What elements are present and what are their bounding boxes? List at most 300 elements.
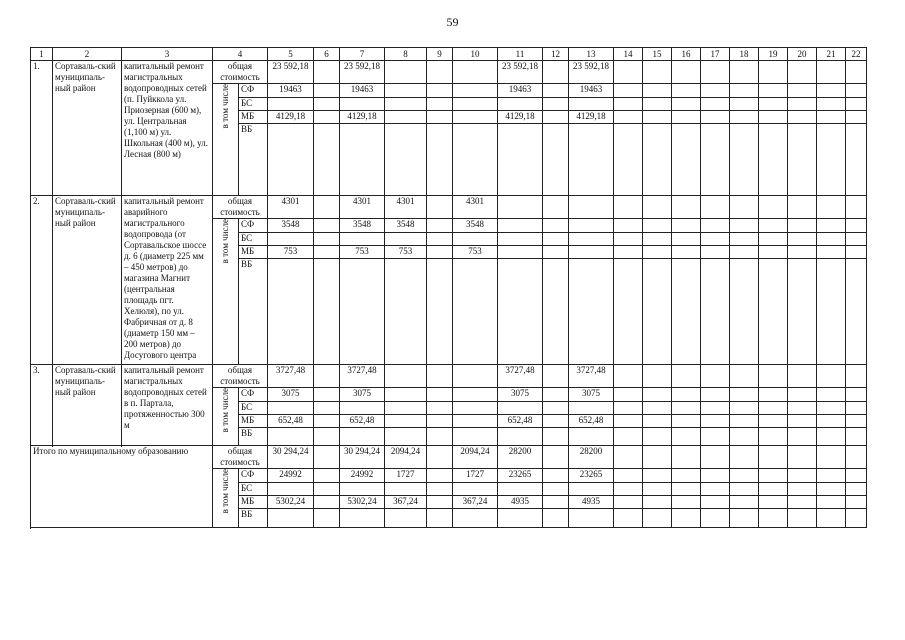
empty-cell: [759, 388, 788, 402]
empty-cell: [759, 219, 788, 233]
empty-cell: [643, 365, 672, 388]
empty-cell: [759, 259, 788, 365]
value-cell: [453, 509, 498, 528]
value-cell: [314, 446, 340, 469]
empty-cell: [614, 111, 643, 124]
empty-cell: [788, 246, 817, 259]
header-cell: 7: [340, 48, 385, 61]
empty-cell: [643, 496, 672, 509]
value-cell: [569, 509, 614, 528]
value-cell: [340, 428, 385, 446]
value-cell: [498, 428, 543, 446]
header-cell: 17: [701, 48, 730, 61]
empty-cell: [846, 246, 867, 259]
empty-cell: [643, 98, 672, 111]
empty-cell: [846, 483, 867, 496]
value-cell: 19463: [569, 84, 614, 98]
empty-cell: [701, 259, 730, 365]
value-cell: 4301: [453, 196, 498, 219]
empty-cell: [643, 469, 672, 483]
value-cell: 5302,24: [340, 496, 385, 509]
empty-cell: [730, 111, 759, 124]
empty-cell: [817, 61, 846, 84]
value-cell: 28200: [569, 446, 614, 469]
empty-cell: [730, 219, 759, 233]
empty-cell: [846, 415, 867, 428]
empty-cell: [759, 496, 788, 509]
value-cell: [453, 84, 498, 98]
value-cell: [453, 365, 498, 388]
empty-cell: [672, 98, 701, 111]
incl-label: в том числе: [220, 469, 230, 514]
value-cell: 4129,18: [569, 111, 614, 124]
value-cell: [314, 61, 340, 84]
empty-cell: [846, 98, 867, 111]
empty-cell: [759, 111, 788, 124]
value-cell: [498, 259, 543, 365]
value-cell: 3727,48: [569, 365, 614, 388]
empty-cell: [788, 509, 817, 528]
table-row: [31, 196, 867, 219]
value-cell: [427, 428, 453, 446]
value-cell: [427, 219, 453, 233]
district-cell: Сортаваль-ский муниципаль-ный район: [53, 365, 122, 446]
empty-cell: [614, 124, 643, 196]
empty-cell: [817, 428, 846, 446]
incl-label-cell: [213, 219, 239, 365]
empty-cell: [614, 246, 643, 259]
value-cell: 3548: [385, 219, 427, 233]
source-label-sf: СФ: [239, 219, 268, 233]
empty-cell: [701, 196, 730, 219]
value-cell: [268, 259, 314, 365]
empty-cell: [643, 446, 672, 469]
value-cell: [543, 469, 569, 483]
empty-cell: [672, 196, 701, 219]
value-cell: 4301: [385, 196, 427, 219]
empty-cell: [643, 124, 672, 196]
empty-cell: [701, 469, 730, 483]
value-cell: [427, 84, 453, 98]
value-cell: [543, 428, 569, 446]
empty-cell: [672, 246, 701, 259]
empty-cell: [614, 469, 643, 483]
empty-cell: [846, 509, 867, 528]
value-cell: 23 592,18: [569, 61, 614, 84]
empty-cell: [701, 365, 730, 388]
empty-cell: [759, 469, 788, 483]
empty-cell: [817, 84, 846, 98]
description-cell: капитальный ремонт магистральных водопроводных сетей (п. Пуйккола ул. Приозерная (600 м), ул. Центральная (1,100 м) ул. Школьная (400 м), ул. Лесная (800 м): [122, 61, 213, 196]
incl-label-cell: [213, 84, 239, 196]
value-cell: [314, 246, 340, 259]
value-cell: 2094,24: [385, 446, 427, 469]
empty-cell: [643, 428, 672, 446]
source-label-vb: ВБ: [239, 428, 268, 446]
empty-cell: [701, 246, 730, 259]
empty-cell: [759, 483, 788, 496]
value-cell: [427, 61, 453, 84]
value-cell: [385, 84, 427, 98]
empty-cell: [614, 219, 643, 233]
value-cell: [543, 259, 569, 365]
header-cell: 13: [569, 48, 614, 61]
source-label-vb: ВБ: [239, 509, 268, 528]
value-cell: [498, 219, 543, 233]
value-cell: 28200: [498, 446, 543, 469]
value-cell: [268, 402, 314, 415]
empty-cell: [759, 124, 788, 196]
empty-cell: [730, 469, 759, 483]
value-cell: [314, 124, 340, 196]
empty-cell: [672, 111, 701, 124]
value-cell: [314, 233, 340, 246]
empty-cell: [759, 196, 788, 219]
incl-label: в том числе: [220, 84, 230, 129]
header-cell: 3: [122, 48, 213, 61]
value-cell: [314, 98, 340, 111]
empty-cell: [701, 98, 730, 111]
empty-cell: [846, 402, 867, 415]
row-number: 2.: [31, 196, 53, 365]
value-cell: [427, 402, 453, 415]
empty-cell: [672, 428, 701, 446]
value-cell: [427, 111, 453, 124]
empty-cell: [701, 402, 730, 415]
empty-cell: [672, 219, 701, 233]
empty-cell: [730, 446, 759, 469]
empty-cell: [759, 402, 788, 415]
value-cell: 4129,18: [340, 111, 385, 124]
header-cell: 14: [614, 48, 643, 61]
value-cell: [453, 111, 498, 124]
source-label-bs: БС: [239, 402, 268, 415]
empty-cell: [643, 111, 672, 124]
source-label-vb: ВБ: [239, 259, 268, 365]
empty-cell: [788, 446, 817, 469]
value-cell: 19463: [498, 84, 543, 98]
header-cell: 19: [759, 48, 788, 61]
empty-cell: [672, 233, 701, 246]
total-label: Итого по муниципальному образованию: [31, 446, 213, 528]
empty-cell: [846, 365, 867, 388]
empty-cell: [788, 428, 817, 446]
empty-cell: [817, 196, 846, 219]
empty-cell: [701, 428, 730, 446]
value-cell: 652,48: [569, 415, 614, 428]
empty-cell: [730, 415, 759, 428]
empty-cell: [614, 446, 643, 469]
value-cell: 753: [340, 246, 385, 259]
empty-cell: [759, 84, 788, 98]
empty-cell: [643, 61, 672, 84]
value-cell: [453, 428, 498, 446]
header-cell: 4: [213, 48, 268, 61]
value-cell: [385, 388, 427, 402]
value-cell: 5302,24: [268, 496, 314, 509]
value-cell: 23265: [498, 469, 543, 483]
empty-cell: [846, 388, 867, 402]
row-number: 1.: [31, 61, 53, 196]
value-cell: 30 294,24: [268, 446, 314, 469]
value-cell: [543, 61, 569, 84]
value-cell: [543, 84, 569, 98]
empty-cell: [643, 388, 672, 402]
value-cell: [314, 402, 340, 415]
value-cell: [453, 124, 498, 196]
value-cell: 3727,48: [498, 365, 543, 388]
value-cell: [543, 415, 569, 428]
empty-cell: [701, 483, 730, 496]
value-cell: [453, 259, 498, 365]
empty-cell: [730, 509, 759, 528]
value-cell: [314, 469, 340, 483]
empty-cell: [730, 196, 759, 219]
source-label-sf: СФ: [239, 469, 268, 483]
empty-cell: [614, 233, 643, 246]
value-cell: [268, 509, 314, 528]
value-cell: 652,48: [340, 415, 385, 428]
empty-cell: [788, 84, 817, 98]
value-cell: 4129,18: [268, 111, 314, 124]
table-row: [31, 446, 867, 469]
empty-cell: [730, 365, 759, 388]
empty-cell: [672, 415, 701, 428]
value-cell: [385, 98, 427, 111]
source-label-vb: ВБ: [239, 124, 268, 196]
value-cell: [385, 509, 427, 528]
value-cell: [543, 124, 569, 196]
value-cell: 23 592,18: [340, 61, 385, 84]
header-cell: 8: [385, 48, 427, 61]
value-cell: [314, 509, 340, 528]
empty-cell: [730, 259, 759, 365]
value-cell: 3727,48: [268, 365, 314, 388]
header-cell: 21: [817, 48, 846, 61]
value-cell: 24992: [340, 469, 385, 483]
value-cell: [385, 365, 427, 388]
value-cell: [569, 402, 614, 415]
empty-cell: [846, 219, 867, 233]
value-cell: [314, 111, 340, 124]
empty-cell: [730, 233, 759, 246]
value-cell: 652,48: [498, 415, 543, 428]
empty-cell: [730, 402, 759, 415]
header-cell: 16: [672, 48, 701, 61]
value-cell: 19463: [340, 84, 385, 98]
value-cell: 652,48: [268, 415, 314, 428]
value-cell: [340, 259, 385, 365]
empty-cell: [846, 469, 867, 483]
empty-cell: [672, 388, 701, 402]
value-cell: [385, 259, 427, 365]
value-cell: [543, 98, 569, 111]
empty-cell: [817, 124, 846, 196]
value-cell: 1727: [385, 469, 427, 483]
empty-cell: [730, 388, 759, 402]
value-cell: [427, 246, 453, 259]
empty-cell: [788, 61, 817, 84]
value-cell: 3548: [340, 219, 385, 233]
source-label-mb: МБ: [239, 246, 268, 259]
total-cost-label: общая стоимость: [213, 196, 268, 219]
value-cell: [543, 388, 569, 402]
value-cell: [314, 365, 340, 388]
empty-cell: [846, 61, 867, 84]
value-cell: 367,24: [385, 496, 427, 509]
empty-cell: [788, 196, 817, 219]
empty-cell: [672, 124, 701, 196]
value-cell: 24992: [268, 469, 314, 483]
header-cell: 12: [543, 48, 569, 61]
value-cell: [314, 219, 340, 233]
value-cell: [314, 196, 340, 219]
value-cell: 3075: [498, 388, 543, 402]
source-label-mb: МБ: [239, 415, 268, 428]
empty-cell: [701, 219, 730, 233]
empty-cell: [817, 402, 846, 415]
empty-cell: [730, 246, 759, 259]
value-cell: [340, 98, 385, 111]
empty-cell: [730, 98, 759, 111]
empty-cell: [817, 446, 846, 469]
value-cell: [453, 61, 498, 84]
value-cell: [498, 509, 543, 528]
value-cell: [453, 402, 498, 415]
value-cell: [427, 233, 453, 246]
empty-cell: [643, 84, 672, 98]
empty-cell: [672, 469, 701, 483]
value-cell: [543, 233, 569, 246]
value-cell: [427, 509, 453, 528]
incl-label: в том числе: [220, 219, 230, 264]
empty-cell: [672, 61, 701, 84]
empty-cell: [643, 415, 672, 428]
empty-cell: [788, 483, 817, 496]
value-cell: [268, 483, 314, 496]
value-cell: [427, 196, 453, 219]
header-cell: 18: [730, 48, 759, 61]
empty-cell: [701, 415, 730, 428]
value-cell: [427, 483, 453, 496]
empty-cell: [701, 124, 730, 196]
empty-cell: [614, 388, 643, 402]
empty-cell: [730, 483, 759, 496]
value-cell: [498, 124, 543, 196]
value-cell: [543, 246, 569, 259]
value-cell: [543, 496, 569, 509]
empty-cell: [643, 246, 672, 259]
empty-cell: [817, 365, 846, 388]
value-cell: [427, 259, 453, 365]
empty-cell: [846, 259, 867, 365]
empty-cell: [817, 415, 846, 428]
row-number: 3.: [31, 365, 53, 446]
empty-cell: [788, 219, 817, 233]
value-cell: [498, 233, 543, 246]
value-cell: 4935: [498, 496, 543, 509]
value-cell: [340, 233, 385, 246]
value-cell: [498, 196, 543, 219]
header-cell: 9: [427, 48, 453, 61]
value-cell: [427, 365, 453, 388]
value-cell: [427, 446, 453, 469]
value-cell: [498, 246, 543, 259]
source-label-sf: СФ: [239, 388, 268, 402]
value-cell: [268, 98, 314, 111]
empty-cell: [817, 111, 846, 124]
value-cell: [569, 124, 614, 196]
value-cell: [314, 388, 340, 402]
empty-cell: [759, 98, 788, 111]
value-cell: [569, 483, 614, 496]
empty-cell: [817, 469, 846, 483]
value-cell: [314, 496, 340, 509]
empty-cell: [643, 259, 672, 365]
header-cell: 6: [314, 48, 340, 61]
value-cell: [427, 388, 453, 402]
value-cell: 4129,18: [498, 111, 543, 124]
empty-cell: [614, 365, 643, 388]
incl-label-cell: [213, 469, 239, 528]
value-cell: 753: [385, 246, 427, 259]
empty-cell: [817, 259, 846, 365]
source-label-bs: БС: [239, 483, 268, 496]
empty-cell: [672, 496, 701, 509]
empty-cell: [788, 496, 817, 509]
value-cell: [498, 483, 543, 496]
empty-cell: [672, 259, 701, 365]
value-cell: 1727: [453, 469, 498, 483]
financing-table: [30, 47, 867, 528]
value-cell: [543, 111, 569, 124]
value-cell: [427, 496, 453, 509]
value-cell: [268, 124, 314, 196]
empty-cell: [817, 388, 846, 402]
empty-cell: [672, 483, 701, 496]
value-cell: [543, 509, 569, 528]
value-cell: 3075: [340, 388, 385, 402]
empty-cell: [614, 259, 643, 365]
value-cell: 3075: [569, 388, 614, 402]
empty-cell: [643, 402, 672, 415]
value-cell: 753: [453, 246, 498, 259]
total-cost-label: общая стоимость: [213, 365, 268, 388]
value-cell: [314, 428, 340, 446]
empty-cell: [759, 61, 788, 84]
empty-cell: [614, 84, 643, 98]
empty-cell: [817, 98, 846, 111]
value-cell: [340, 509, 385, 528]
value-cell: [543, 446, 569, 469]
value-cell: [385, 415, 427, 428]
value-cell: 367,24: [453, 496, 498, 509]
empty-cell: [817, 219, 846, 233]
empty-cell: [701, 509, 730, 528]
empty-cell: [788, 259, 817, 365]
value-cell: [314, 259, 340, 365]
empty-cell: [759, 415, 788, 428]
empty-cell: [846, 124, 867, 196]
empty-cell: [759, 246, 788, 259]
table-row: [31, 365, 867, 388]
source-label-sf: СФ: [239, 84, 268, 98]
value-cell: [427, 415, 453, 428]
empty-cell: [846, 428, 867, 446]
header-cell: 11: [498, 48, 543, 61]
description-cell: капитальный ремонт аварийного магистрального водопровода (от Сортавальское шоссе д. 6 (диаметр 225 мм – 450 метров) до магазина Магнит (центральная площадь пгт. Хелюля), по ул. Фабричная от д. 8 (диаметр 150 мм – 200 метров) до Досугового центра: [122, 196, 213, 365]
value-cell: 3548: [453, 219, 498, 233]
